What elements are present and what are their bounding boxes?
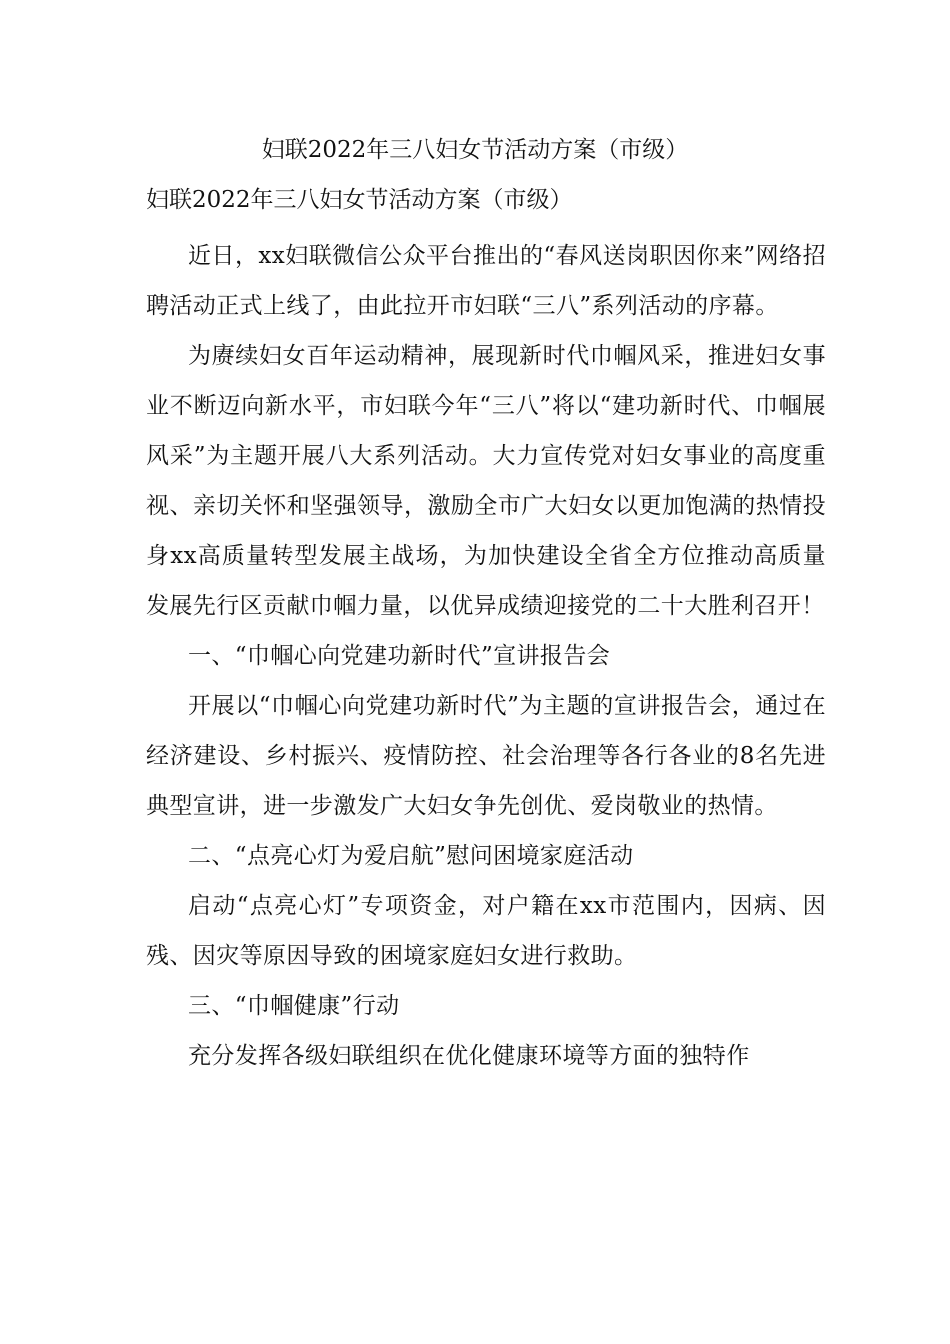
section-heading-2: 二、“点亮心灯为爱启航”慰问困境家庭活动 xyxy=(188,843,634,869)
document-subtitle: 妇联2022年三八妇女节活动方案（市级） xyxy=(146,187,573,213)
section-heading-3: 三、“巾帼健康”行动 xyxy=(188,993,400,1019)
section-heading-1: 一、“巾帼心向党建功新时代”宣讲报告会 xyxy=(188,643,611,669)
paragraph-section-3: 充分发挥各级妇联组织在优化健康环境等方面的独特作 xyxy=(188,1043,750,1069)
paragraph-section-2: 启动“点亮心灯”专项资金，对户籍在xx市范围内，因病、因残、因灾等原因导致的困境家庭妇女进行救助。 xyxy=(146,893,826,969)
document-body xyxy=(146,231,826,1081)
paragraph-overview: 为赓续妇女百年运动精神，展现新时代巾帼风采，推进妇女事业不断迈向新水平，市妇联今年“三八”将以“建功新时代、巾帼展风采”为主题开展八大系列活动。大力宣传党对妇女事业的高度重视、亲切关怀和坚强领导，激励全市广大妇女以更加饱满的热情投身xx高质量转型发展主战场，为加快建设全省全方位推动高质量发展先行区贡献巾帼力量，以优异成绩迎接党的二十大胜利召开！ xyxy=(146,343,826,619)
paragraph-intro: 近日，xx妇联微信公众平台推出的“春风送岗职因你来”网络招聘活动正式上线了，由此拉开市妇联“三八”系列活动的序幕。 xyxy=(146,243,826,319)
document-title: 妇联2022年三八妇女节活动方案（市级） xyxy=(261,137,689,163)
paragraph-section-1: 开展以“巾帼心向党建功新时代”为主题的宣讲报告会，通过在经济建设、乡村振兴、疫情防控、社会治理等各行各业的8名先进典型宣讲，进一步激发广大妇女争先创优、爱岗敬业的热情。 xyxy=(146,693,826,819)
